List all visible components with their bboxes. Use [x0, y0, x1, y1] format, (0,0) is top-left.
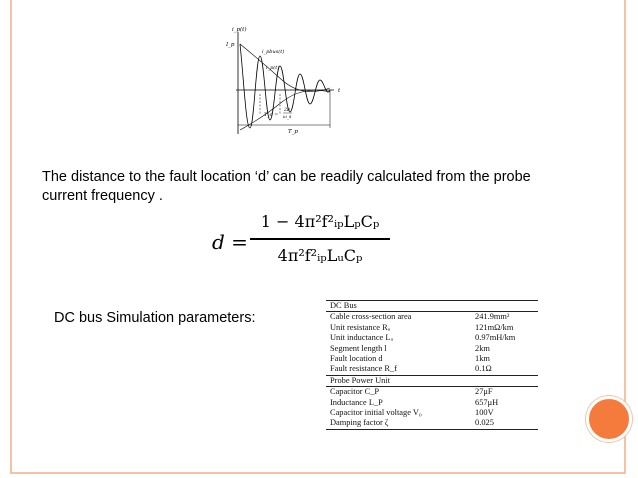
- table-row: [326, 344, 538, 354]
- period-prefix: T_d =: [264, 113, 279, 118]
- formula-lhs: d =: [212, 230, 248, 254]
- section-title: Probe Power Unit: [326, 375, 538, 386]
- peak-label: I_p: [226, 42, 235, 48]
- period-bottom: ω_s: [283, 115, 292, 120]
- table-row: [326, 408, 538, 418]
- table-row: [326, 364, 538, 375]
- param-value: 0.97mH/km: [475, 333, 516, 343]
- param-name: Fault resistance R_f: [330, 364, 397, 374]
- probe-current-figure: [222, 22, 354, 140]
- param-value: 241.9mm²: [475, 312, 510, 322]
- table-row: [326, 312, 538, 323]
- formula-fraction: [250, 208, 390, 270]
- param-name: Capacitor C_P: [330, 387, 380, 397]
- formula-numerator: 1 − 4π²f²ᵢₚLₚCₚ: [260, 212, 380, 231]
- params-label: DC bus Simulation parameters:: [54, 310, 256, 326]
- param-name: Unit resistance Rᵤ: [330, 322, 391, 332]
- param-value: 0.1Ω: [475, 364, 492, 374]
- y-axis-label: i_p(t): [232, 27, 247, 33]
- table-row: [326, 354, 538, 364]
- period-top: 2π: [284, 108, 290, 113]
- param-name: Damping factor ζ: [326, 418, 471, 429]
- param-name: Unit inductance Lᵤ: [330, 333, 394, 343]
- param-name: Cable cross-section area: [330, 312, 412, 322]
- fault-distance-sentence: The distance to the fault location ‘d’ can be readily calculated from the probe current frequency .: [42, 169, 531, 204]
- param-name: Fault location d: [330, 354, 383, 364]
- section-header-dc-bus: [326, 301, 538, 312]
- table-row: [326, 398, 538, 408]
- param-value: 1km: [475, 354, 490, 364]
- section-header-probe-power-unit: [326, 375, 538, 386]
- param-value: 27μF: [475, 387, 493, 397]
- curve-label: i_p(t): [266, 65, 280, 71]
- param-value: 100V: [475, 408, 494, 418]
- table-row: [326, 387, 538, 398]
- param-name: Inductance L_P: [330, 397, 383, 407]
- parameters-table: [326, 300, 538, 430]
- x-axis-label: t: [338, 88, 341, 94]
- param-value: 657μH: [475, 397, 499, 407]
- param-name: Segment length l: [330, 343, 387, 353]
- formula-denominator: 4π²f²ᵢₚLᵤCₚ: [277, 245, 363, 265]
- table-row: [326, 333, 538, 343]
- distance-formula: [212, 208, 392, 274]
- envelope-label: i_pbus(t): [262, 49, 285, 55]
- param-value: 2km: [475, 343, 490, 353]
- param-value: 0.025: [471, 418, 538, 429]
- table-row: [326, 418, 538, 429]
- envelope-curve-top: [240, 44, 330, 92]
- duration-label: T_p: [288, 129, 298, 135]
- param-name: Capacitor initial voltage V₀: [330, 408, 422, 418]
- formula-fraction-bar: [250, 238, 390, 240]
- table-row: [326, 323, 538, 333]
- param-value: 121mΩ/km: [475, 322, 514, 332]
- decorative-circle: [586, 396, 632, 442]
- section-title: DC Bus: [326, 301, 538, 312]
